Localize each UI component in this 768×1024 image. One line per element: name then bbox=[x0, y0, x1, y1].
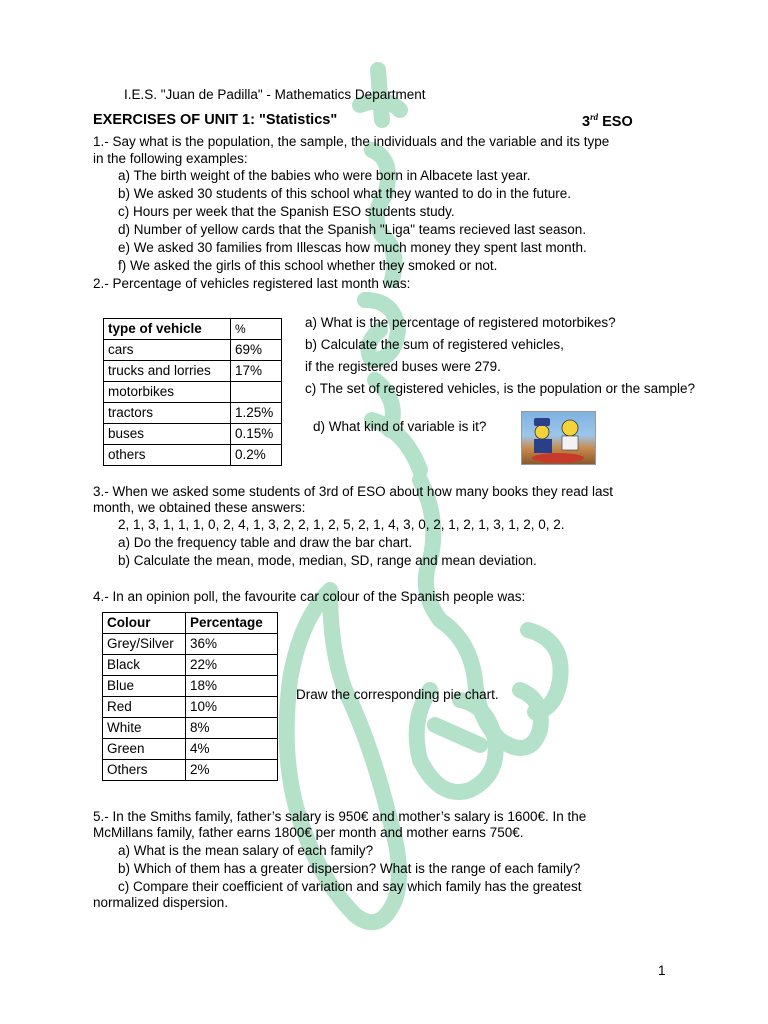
table-cell: buses bbox=[104, 424, 231, 445]
table-cell: 18% bbox=[186, 676, 278, 697]
ex5-line-1: 5.- In the Smiths family, father’s salary is 950€ and mother’s salary is 1600€. In the bbox=[93, 809, 587, 824]
table-cell: Others bbox=[103, 760, 186, 781]
ex1-item: b) We asked 30 students of this school what they wanted to do in the future. bbox=[118, 186, 572, 201]
page-title bbox=[93, 112, 337, 128]
colour-table bbox=[102, 612, 278, 781]
table-row bbox=[104, 361, 282, 382]
table-cell: 17% bbox=[231, 361, 282, 382]
page-number: 1 bbox=[658, 963, 666, 978]
table-cell bbox=[231, 382, 282, 403]
table-row bbox=[103, 655, 278, 676]
ex2-question: if the registered buses were 279. bbox=[305, 359, 501, 374]
table-cell: 2% bbox=[186, 760, 278, 781]
table-cell: Black bbox=[103, 655, 186, 676]
table-row bbox=[104, 424, 282, 445]
grade-suffix: ESO bbox=[598, 113, 633, 130]
table-cell: Blue bbox=[103, 676, 186, 697]
ex2-question-d: d) What kind of variable is it? bbox=[313, 419, 487, 434]
table-cell: Red bbox=[103, 697, 186, 718]
table-row bbox=[104, 340, 282, 361]
grade-label bbox=[582, 112, 633, 130]
ex1-item: d) Number of yellow cards that the Spanish "Liga" teams recieved last season. bbox=[118, 222, 587, 237]
title-prefix: EXERCISES OF UNIT 1 bbox=[93, 112, 251, 128]
ex5-last-line: normalized dispersion. bbox=[93, 895, 229, 910]
ex3-line-2: month, we obtained these answers: bbox=[93, 500, 306, 515]
ex1-item: a) The birth weight of the babies who were born in Albacete last year. bbox=[118, 168, 531, 183]
table-cell: 22% bbox=[186, 655, 278, 676]
table-cell: 0.15% bbox=[231, 424, 282, 445]
table-cell: 10% bbox=[186, 697, 278, 718]
cartoon-image bbox=[521, 411, 596, 465]
table-row bbox=[104, 382, 282, 403]
vehicle-table bbox=[103, 318, 282, 466]
table-row bbox=[104, 445, 282, 466]
ex1-line-2: in the following examples: bbox=[93, 151, 248, 166]
ex2-intro: 2.- Percentage of vehicles registered last month was: bbox=[93, 276, 411, 291]
table-cell: 69% bbox=[231, 340, 282, 361]
table-cell: tractors bbox=[104, 403, 231, 424]
table-cell: White bbox=[103, 718, 186, 739]
grade-number: 3 bbox=[582, 113, 591, 130]
ex3-item: b) Calculate the mean, mode, median, SD, range and mean deviation. bbox=[118, 553, 537, 568]
table-row bbox=[103, 676, 278, 697]
table-cell: 8% bbox=[186, 718, 278, 739]
table-header-row bbox=[103, 613, 278, 634]
ex1-item: c) Hours per week that the Spanish ESO students study. bbox=[118, 204, 455, 219]
table-cell: 1.25% bbox=[231, 403, 282, 424]
ex2-question: b) Calculate the sum of registered vehicles, bbox=[305, 337, 564, 352]
table-cell: 36% bbox=[186, 634, 278, 655]
table-cell: cars bbox=[104, 340, 231, 361]
table-header-cell: % bbox=[231, 319, 282, 340]
cartoon-illustration bbox=[522, 412, 595, 464]
ex1-line-1: 1.- Say what is the population, the sample, the individuals and the variable and its type bbox=[93, 134, 610, 149]
school-header: I.E.S. "Juan de Padilla" - Mathematics Department bbox=[124, 87, 426, 102]
table-cell: motorbikes bbox=[104, 382, 231, 403]
grade-superscript: rd bbox=[590, 112, 599, 122]
table-header-row bbox=[104, 319, 282, 340]
table-header-cell: Percentage bbox=[186, 613, 278, 634]
ex4-instruction: Draw the corresponding pie chart. bbox=[296, 687, 499, 702]
table-header-cell: type of vehicle bbox=[104, 319, 231, 340]
ex5-item: c) Compare their coefficient of variation and say which family has the greatest bbox=[118, 879, 582, 894]
table-cell: 4% bbox=[186, 739, 278, 760]
table-row bbox=[103, 739, 278, 760]
table-row bbox=[103, 697, 278, 718]
ex1-item: f) We asked the girls of this school whether they smoked or not. bbox=[118, 258, 498, 273]
table-header-cell: Colour bbox=[103, 613, 186, 634]
ex3-item: a) Do the frequency table and draw the bar chart. bbox=[118, 535, 413, 550]
table-cell: 0.2% bbox=[231, 445, 282, 466]
table-cell: trucks and lorries bbox=[104, 361, 231, 382]
ex5-item: a) What is the mean salary of each family? bbox=[118, 843, 374, 858]
table-cell: Grey/Silver bbox=[103, 634, 186, 655]
title-rest: : "Statistics" bbox=[250, 112, 338, 128]
table-cell: others bbox=[104, 445, 231, 466]
ex2-question: a) What is the percentage of registered motorbikes? bbox=[305, 315, 616, 330]
table-row bbox=[104, 403, 282, 424]
ex3-line-1: 3.- When we asked some students of 3rd of ESO about how many books they read last bbox=[93, 484, 614, 499]
ex2-question: c) The set of registered vehicles, is the population or the sample? bbox=[305, 381, 695, 396]
ex3-data: 2, 1, 3, 1, 1, 1, 0, 2, 4, 1, 3, 2, 2, 1, 2, 5, 2, 1, 4, 3, 0, 2, 1, 2, 1, 3, 1, 2, 0, 2. bbox=[118, 517, 565, 532]
table-row bbox=[103, 760, 278, 781]
table-cell: Green bbox=[103, 739, 186, 760]
ex1-item: e) We asked 30 families from Illescas how much money they spent last month. bbox=[118, 240, 587, 255]
table-row bbox=[103, 718, 278, 739]
ex5-line-2: McMillans family, father earns 1800€ per month and mother earns 750€. bbox=[93, 825, 524, 840]
ex4-intro: 4.- In an opinion poll, the favourite car colour of the Spanish people was: bbox=[93, 589, 526, 604]
table-row bbox=[103, 634, 278, 655]
ex5-item: b) Which of them has a greater dispersion? What is the range of each family? bbox=[118, 861, 581, 876]
